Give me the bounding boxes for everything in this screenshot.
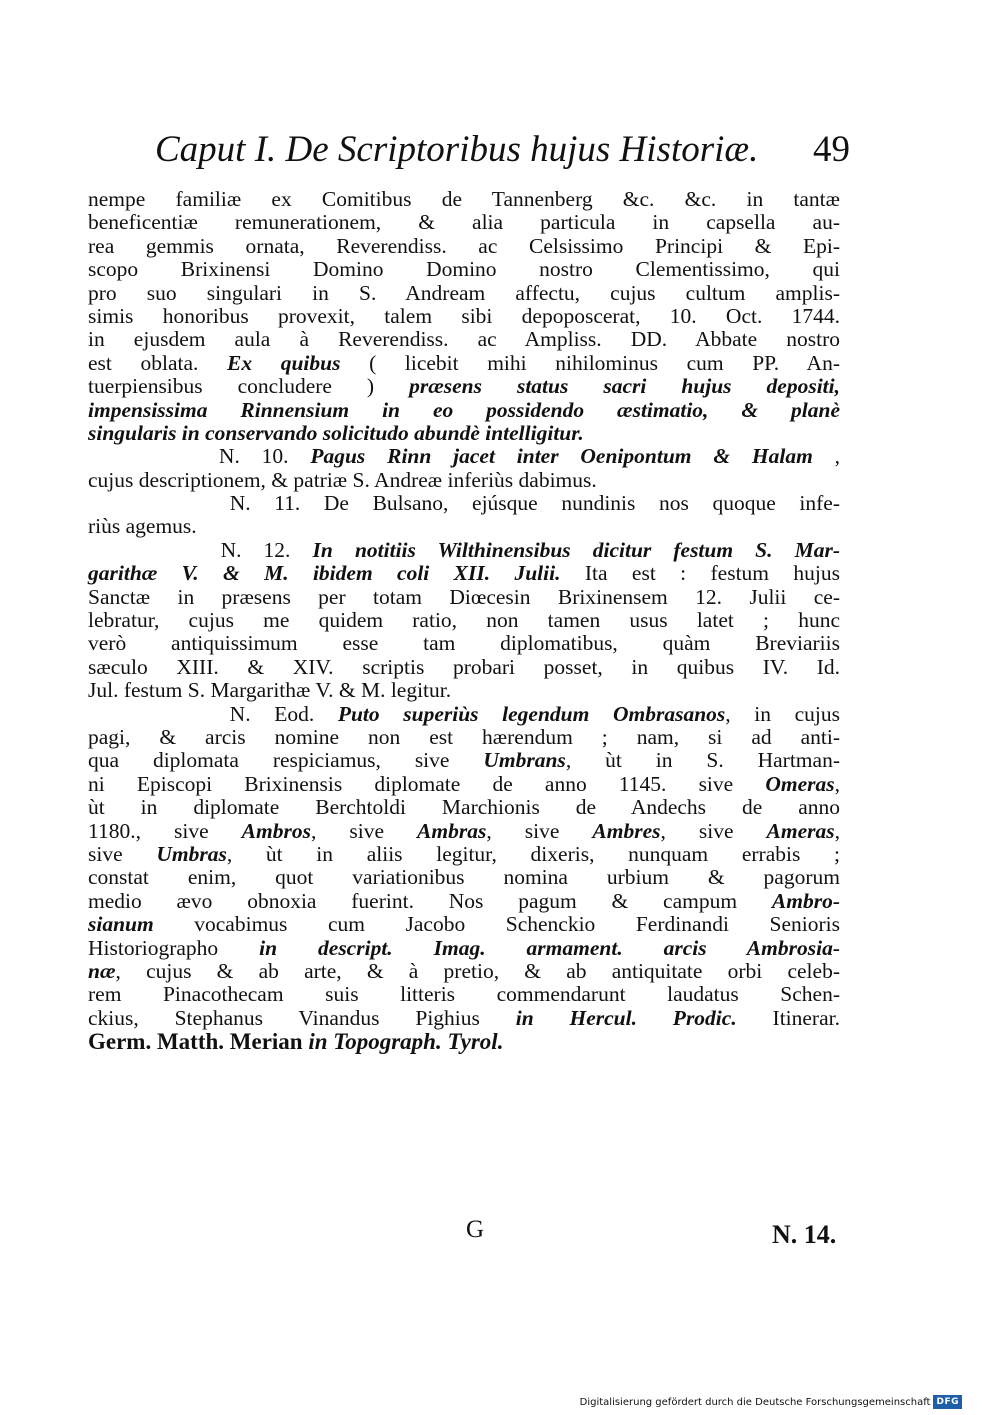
roman-segment: N. 11. De Bulsano, ejúsque nundinis nos quoque infe- — [88, 491, 840, 516]
text-line — [88, 983, 840, 1006]
italic-segment: næ — [88, 958, 116, 983]
roman-segment: constat enim, quot variationibus nomina urbium & pagorum — [88, 865, 840, 890]
roman-segment: simis honoribus provexit, talem sibi depoposcerat, 10. Oct. 1744. — [88, 303, 840, 328]
italic-segment: Ambras — [417, 818, 487, 843]
italic-segment: in Hercul. Prodic. — [515, 1005, 737, 1030]
roman-segment: nempe familiæ ex Comitibus de Tannenberg &c. &c. in tantæ — [88, 187, 840, 211]
roman-segment: Sanctæ in præsens per totam Diœcesin Brixinensem 12. Julii ce- — [88, 584, 840, 609]
text-line — [88, 188, 840, 211]
italic-segment: garithæ V. & M. ibidem coli XII. Julii. — [88, 561, 561, 586]
roman-segment: est oblata. — [88, 350, 228, 375]
roman-segment: pro suo singulari in S. Andream affectu, cujus cultum amplis- — [88, 280, 840, 305]
text-line — [88, 843, 840, 866]
text-line — [88, 492, 840, 515]
italic-segment: Omeras — [765, 771, 835, 796]
roman-segment: Germ. Matth. Merian — [88, 1029, 309, 1055]
italic-segment: in descript. Imag. armament. arcis Ambrosia- — [259, 935, 840, 960]
text-line — [88, 960, 840, 983]
text-line — [88, 1030, 840, 1053]
text-line — [88, 539, 840, 562]
roman-segment: , sive — [310, 818, 418, 843]
roman-segment: , — [812, 444, 841, 469]
roman-segment: rem Pinacothecam suis litteris commendarunt laudatus Schen- — [88, 982, 840, 1007]
roman-segment: N. 10. — [88, 444, 311, 469]
roman-segment: , in cujus — [725, 701, 840, 726]
italic-segment: Ex quibus — [227, 350, 341, 375]
roman-segment: ckius, Stephanus Vinandus Pighius — [88, 1005, 516, 1030]
digitization-credit — [580, 1393, 962, 1411]
roman-segment: rea gemmis ornata, Reverendiss. ac Celsissimo Principi & Epi- — [88, 233, 840, 258]
text-line — [88, 375, 840, 398]
text-line — [88, 399, 840, 422]
text-line — [88, 703, 840, 726]
roman-segment: vocabimus cum Jacobo Schenckio Ferdinandi Senioris — [153, 912, 840, 937]
roman-segment: cujus descriptionem, & patriæ S. Andreæ inferiùs dabimus. — [88, 467, 597, 492]
roman-segment: , — [834, 818, 841, 843]
roman-segment: , ùt in aliis legitur, dixeris, nunquam errabis ; — [226, 841, 840, 866]
text-line — [88, 258, 840, 281]
text-line — [88, 282, 840, 305]
roman-segment: lebratur, cujus me quidem ratio, non tamen usus latet ; hunc — [88, 608, 840, 633]
roman-segment: medio ævo obnoxia fuerint. Nos pagum & campum — [88, 888, 772, 913]
roman-segment: qua diplomata respiciamus, sive — [88, 748, 484, 773]
roman-segment: ni Episcopi Brixinensis diplomate de anno 1145. sive — [88, 771, 766, 796]
text-line — [88, 749, 840, 772]
text-line — [88, 773, 840, 796]
text-line — [88, 1007, 840, 1030]
italic-segment: Ambres — [592, 818, 661, 843]
roman-segment: 1180., sive — [88, 818, 242, 843]
roman-segment: , sive — [660, 818, 767, 843]
italic-segment: Umbras — [156, 841, 227, 866]
text-line — [88, 820, 840, 843]
text-line — [88, 656, 840, 679]
text-line — [88, 586, 840, 609]
italic-segment: sianum — [88, 912, 154, 937]
roman-segment: sæculo XIII. & XIV. scriptis probari posset, in quibus IV. Id. — [88, 654, 840, 679]
header-title: Caput I. De Scriptoribus hujus Historiæ. — [155, 129, 759, 170]
roman-segment: in ejusdem aula à Reverendiss. ac Ampliss. DD. Abbate nostro — [88, 327, 840, 352]
italic-segment: Pagus Rinn jacet inter Oenipontum & Halam — [310, 444, 813, 469]
text-line — [88, 796, 840, 819]
roman-segment: Historiographo — [88, 935, 260, 960]
roman-segment: sive — [88, 841, 157, 866]
italic-segment: impensissima Rinnensium in eo possidendo æstimatio, & planè — [88, 397, 840, 422]
text-line — [88, 445, 840, 468]
text-line — [88, 211, 840, 234]
italic-segment: Umbrans — [483, 748, 566, 773]
roman-segment: tuerpiensibus concludere ) — [88, 374, 410, 399]
italic-segment: singularis in conservando solicitudo abundè intelligitur. — [88, 420, 584, 445]
text-line — [88, 305, 840, 328]
roman-segment: ( licebit mihi nihilominus cum PP. An- — [340, 350, 840, 375]
roman-segment: verò antiquissimum esse tam diplomatibus, quàm Breviariis — [88, 631, 840, 656]
roman-segment: scopo Brixinensi Domino Domino nostro Clementissimo, qui — [88, 257, 840, 282]
text-line — [88, 328, 840, 351]
roman-segment: Itinerar. — [736, 1005, 840, 1030]
dfg-logo: DFG — [933, 1395, 962, 1409]
roman-segment: , — [834, 771, 840, 796]
text-line — [88, 235, 840, 258]
text-line — [88, 469, 840, 492]
running-header — [155, 124, 850, 176]
roman-segment: pagi, & arcis nomine non est hærendum ; nam, si ad anti- — [88, 724, 840, 749]
signature-mark: G — [466, 1216, 485, 1243]
text-line — [88, 609, 840, 632]
roman-segment: Ita est : festum hujus — [560, 561, 840, 586]
italic-segment: in Topograph. Tyrol. — [308, 1029, 504, 1055]
text-line — [88, 515, 840, 538]
roman-segment: riùs agemus. — [88, 514, 197, 539]
text-line — [88, 679, 840, 702]
roman-segment: ùt in diplomate Berchtoldi Marchionis de Andechs de anno — [88, 795, 840, 820]
text-line — [88, 937, 840, 960]
text-line — [88, 352, 840, 375]
text-line — [88, 726, 840, 749]
roman-segment: N. 12. — [88, 537, 313, 562]
italic-segment: Ambros — [241, 818, 311, 843]
body-text — [88, 188, 840, 1053]
italic-segment: Puto superiùs legendum Ombrasanos — [337, 701, 726, 726]
roman-segment: , ùt in S. Hartman- — [565, 748, 840, 773]
credit-text: Digitalisierung gefördert durch die Deutsche Forschungsgemeinschaft — [579, 1396, 931, 1408]
roman-segment: beneficentiæ remunerationem, & alia particula in capsella au- — [88, 210, 840, 235]
italic-segment: Ambro- — [771, 888, 840, 913]
text-line — [88, 913, 840, 936]
text-line — [88, 632, 840, 655]
text-line — [88, 422, 840, 445]
text-line — [88, 890, 840, 913]
roman-segment: , sive — [486, 818, 593, 843]
roman-segment: , cujus & ab arte, & à pretio, & ab antiquitate orbi celeb- — [115, 958, 840, 983]
catchword: N. 14. — [772, 1220, 837, 1249]
italic-segment: Ameras — [766, 818, 835, 843]
italic-segment: præsens status sacri hujus depositi, — [409, 374, 840, 399]
page-number: 49 — [813, 129, 850, 170]
text-line — [88, 866, 840, 889]
text-line — [88, 562, 840, 585]
roman-segment: N. Eod. — [88, 701, 338, 726]
roman-segment: Jul. festum S. Margarithæ V. & M. legitur. — [88, 678, 452, 703]
italic-segment: In notitiis Wilthinensibus dicitur festum S. Mar- — [312, 537, 840, 562]
